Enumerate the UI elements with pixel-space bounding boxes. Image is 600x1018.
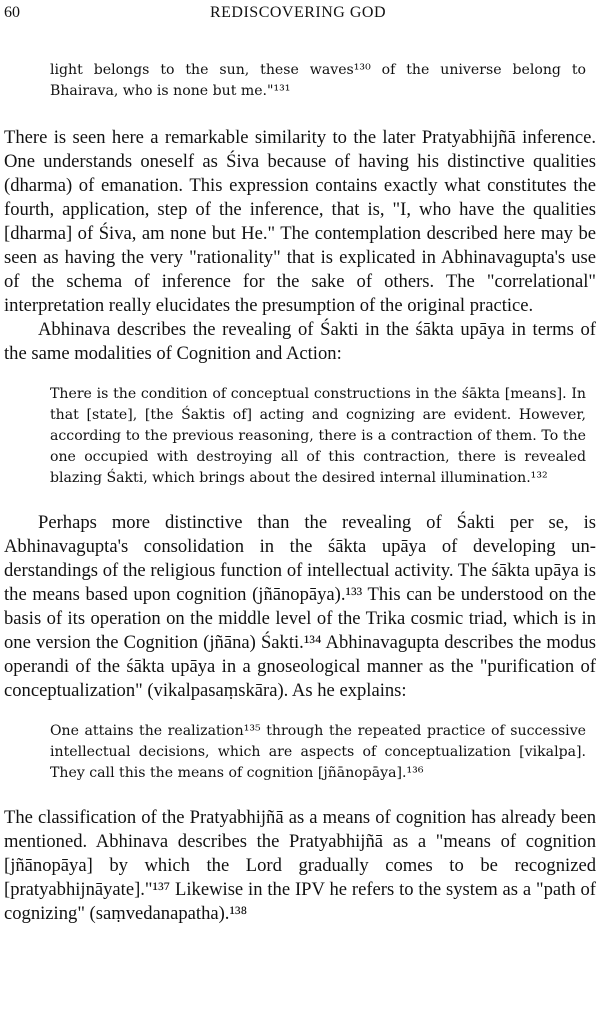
block-quote: One attains the realization¹³⁵ through the repeated practice of successive intellectual decisions, which are aspects of conceptualization [vikalpa]. They call this the means of cognition [jñānopāya].¹³⁶ (50, 723, 586, 781)
page-number: 60 (4, 4, 20, 21)
paragraph: The classification of the Pratyabhijñā as a means of cognition has already been mentioned. Abhinava describes the Pratyabhijñā as a "means of cognition [jñānopāya] by which the Lord gradually comes to be recognized [pratyabhijnāyate]."¹³⁷ Likewise in the IPV he refers to the system as a "path of cognizing" (saṃvedanapatha).¹³⁸ (4, 807, 596, 924)
paragraph: Perhaps more distinctive than the revealing of Śakti per se, is Abhinavagupta's consolidation in the śākta upāya of developing understandings of the religious function of intellectual activity. The śākta upāya is the means based upon cognition (jñānopāya).¹³³ This can be understood on the basis of its operation on the middle level of the Trika cosmic triad, which is in one version the Cognition (jñāna) Śakti.¹³⁴ Abhinavagupta describes the modus operandi of the śākta upāya in a gnoseological manner as the "purification of conceptualization" (vikalpasaṃskāra). As he explains: (4, 512, 596, 701)
paragraph: There is seen here a remarkable similarity to the later Pratyabhijñā inference. One understands oneself as Śiva because of having his distinctive qualities (dharma) of emanation. This expression contains exactly what constitutes the fourth, application, step of the inference, that is, "I, who have the qualities [dharma] of Śiva, am none but He." The contemplation described here may be seen as having the very "rationality" that is explicated in Abhinavagupta's use of the schema of inference for the sake of others. The "correlational" interpretation really elucidates the presumption of the original practice. (4, 127, 596, 316)
page-body (4, 60, 596, 926)
block-quote: light belongs to the sun, these waves¹³⁰ of the universe belong to Bhairava, who is none but me."¹³¹ (50, 62, 586, 99)
page-header (4, 4, 592, 26)
running-title: REDISCOVERING GOD (209, 4, 387, 21)
block-quote: There is the condition of conceptual constructions in the śākta [means]. In that [state], [the Śaktis of] acting and cognizing are evident. However, according to the previous reasoning, there is a contraction of them. To the one occupied with destroying all of this contraction, there is revealed blazing Śakti, which brings about the desired internal illumination.¹³² (50, 386, 586, 486)
paragraph: Abhinava describes the revealing of Śakti in the śākta upāya in terms of the same modalities of Cognition and Action: (4, 319, 596, 364)
